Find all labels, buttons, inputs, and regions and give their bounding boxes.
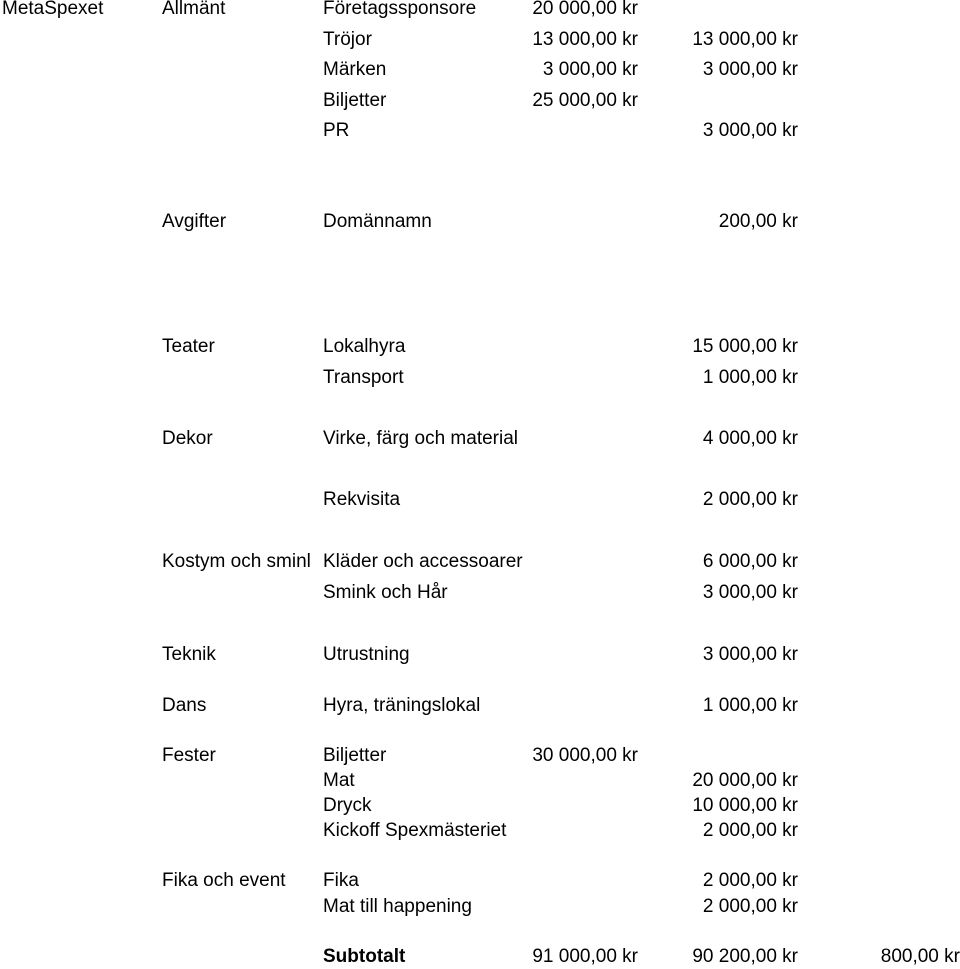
item-cell: Virke, färg och material xyxy=(323,428,519,449)
subtotal-cost: 90 200,00 kr xyxy=(692,946,798,967)
item-cell: Transport xyxy=(323,367,404,388)
category-cell: Teknik xyxy=(162,644,216,665)
cost-cell: 3 000,00 kr xyxy=(702,120,798,141)
cost-cell: 200,00 kr xyxy=(718,211,798,232)
category-cell xyxy=(162,819,320,843)
category-cell: Avgifter xyxy=(162,211,227,232)
project-name: MetaSpexet xyxy=(2,0,104,19)
item-cell: Smink och Hår xyxy=(323,582,448,603)
item-cell: Märken xyxy=(323,59,387,80)
income-cell xyxy=(483,427,638,451)
category-cell xyxy=(162,366,320,390)
item-cell: Utrustning xyxy=(323,644,410,665)
cost-cell: 13 000,00 kr xyxy=(692,29,798,50)
cost-cell: 3 000,00 kr xyxy=(702,582,798,603)
income-cell xyxy=(483,895,638,919)
category-cell xyxy=(162,119,320,143)
cost-cell: 2 000,00 kr xyxy=(702,870,798,891)
cost-cell: 15 000,00 kr xyxy=(692,336,798,357)
item-cell: Mat xyxy=(323,770,355,791)
item-cell: Biljetter xyxy=(323,90,387,111)
cost-cell: 10 000,00 kr xyxy=(692,795,798,816)
income-cell xyxy=(483,819,638,843)
income-cell xyxy=(483,550,638,574)
subtotal-income: 91 000,00 kr xyxy=(532,946,638,967)
income-cell xyxy=(483,335,638,359)
item-cell: PR xyxy=(323,120,350,141)
income-cell: 20 000,00 kr xyxy=(532,0,638,19)
cost-cell: 4 000,00 kr xyxy=(702,428,798,449)
item-cell: Företagssponsore xyxy=(323,0,477,19)
item-cell: Fika xyxy=(323,870,359,891)
income-cell: 30 000,00 kr xyxy=(532,745,638,766)
subtotal-result: 800,00 kr xyxy=(880,946,960,967)
item-cell: Domännamn xyxy=(323,211,432,232)
item-cell: Mat till happening xyxy=(323,896,472,917)
income-cell xyxy=(483,210,638,234)
category-cell xyxy=(162,794,320,818)
category-cell: Kostym och sminl xyxy=(162,551,311,572)
subtotal-label: Subtotalt xyxy=(323,946,406,967)
cost-cell: 2 000,00 kr xyxy=(702,820,798,841)
cost-cell xyxy=(640,744,798,768)
cost-cell xyxy=(640,0,798,21)
income-cell xyxy=(483,581,638,605)
category-cell: Teater xyxy=(162,336,215,357)
cost-cell: 6 000,00 kr xyxy=(702,551,798,572)
category-cell: Allmänt xyxy=(162,0,226,19)
income-cell: 3 000,00 kr xyxy=(542,59,638,80)
cost-cell: 2 000,00 kr xyxy=(702,896,798,917)
category-cell: Dekor xyxy=(162,428,213,449)
cost-cell: 3 000,00 kr xyxy=(702,59,798,80)
category-cell xyxy=(162,58,320,82)
income-cell xyxy=(483,119,638,143)
item-cell: Biljetter xyxy=(323,745,387,766)
category-cell xyxy=(162,895,320,919)
item-cell: Tröjor xyxy=(323,29,372,50)
category-cell xyxy=(162,89,320,113)
item-cell: Rekvisita xyxy=(323,489,401,510)
category-cell: Fester xyxy=(162,745,216,766)
cost-cell: 3 000,00 kr xyxy=(702,644,798,665)
item-cell: Dryck xyxy=(323,795,372,816)
cost-cell: 1 000,00 kr xyxy=(702,695,798,716)
category-cell xyxy=(162,28,320,52)
category-cell: Fika och event xyxy=(162,870,286,891)
cost-cell: 1 000,00 kr xyxy=(702,367,798,388)
category-cell xyxy=(162,769,320,793)
income-cell: 13 000,00 kr xyxy=(532,29,638,50)
income-cell xyxy=(483,643,638,667)
category-cell xyxy=(162,488,320,512)
category-cell: Dans xyxy=(162,695,207,716)
income-cell xyxy=(483,694,638,718)
income-cell xyxy=(483,794,638,818)
cost-cell xyxy=(640,89,798,113)
category-cell xyxy=(162,581,320,605)
item-cell: Kickoff Spexmästeriet xyxy=(323,820,507,841)
income-cell xyxy=(483,488,638,512)
item-cell: Kläder och accessoarer xyxy=(323,551,523,572)
income-cell xyxy=(483,366,638,390)
income-cell xyxy=(483,869,638,893)
item-cell: Hyra, träningslokal xyxy=(323,695,481,716)
item-cell: Lokalhyra xyxy=(323,336,406,357)
cost-cell: 20 000,00 kr xyxy=(692,770,798,791)
cost-cell: 2 000,00 kr xyxy=(702,489,798,510)
income-cell xyxy=(483,769,638,793)
income-cell: 25 000,00 kr xyxy=(532,90,638,111)
